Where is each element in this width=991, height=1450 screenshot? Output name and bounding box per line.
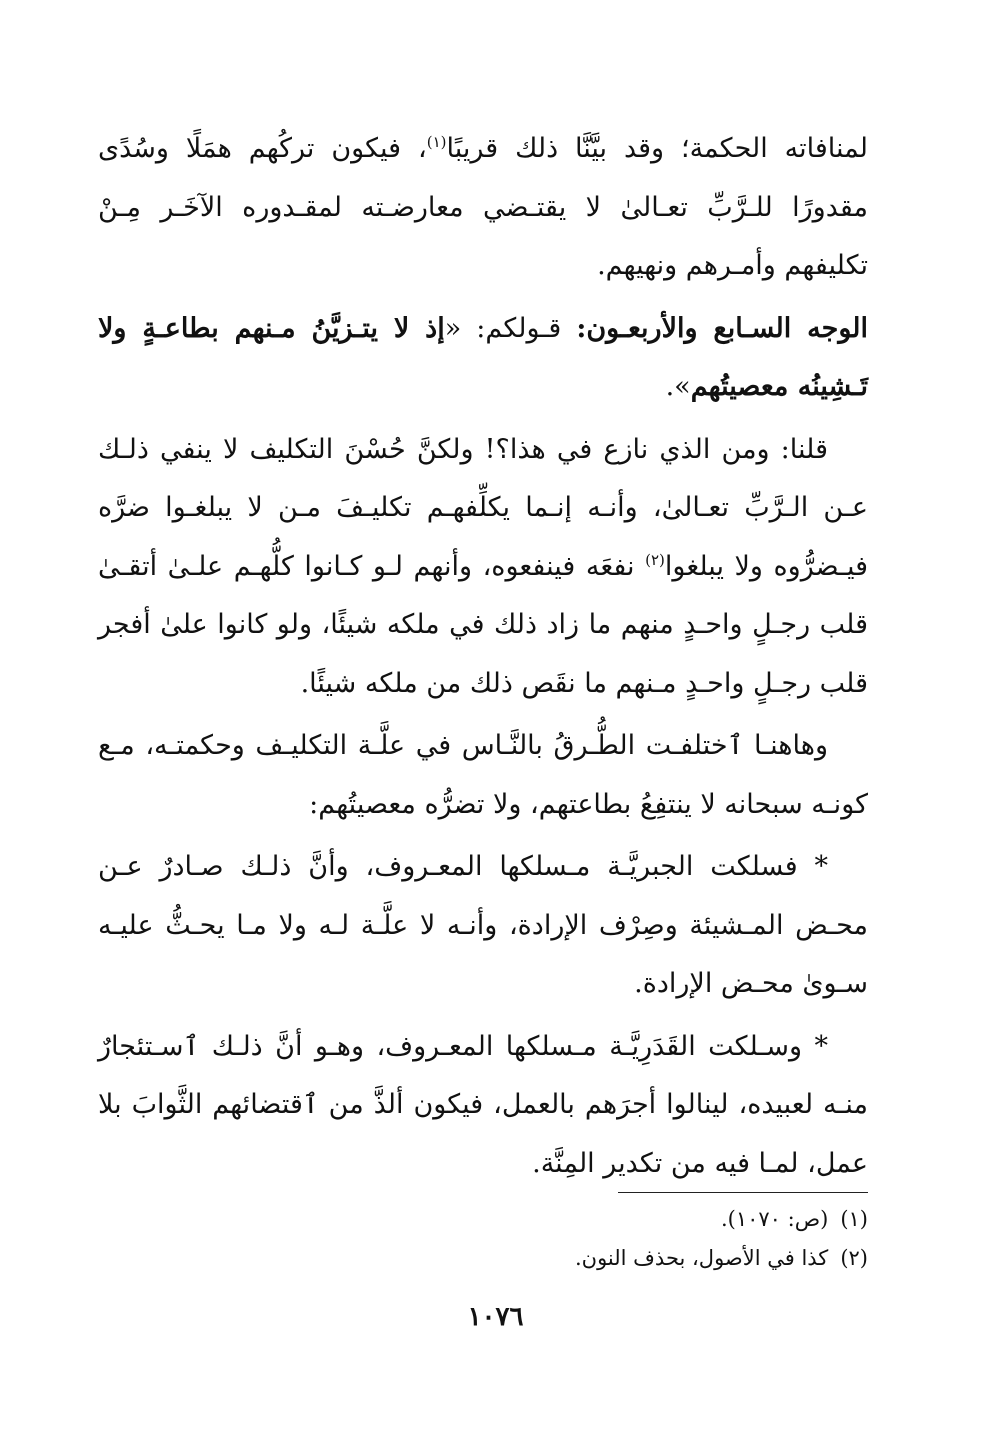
- footnote-ref-2: (٢): [645, 550, 665, 569]
- paragraph-2: [98, 300, 868, 417]
- footnote-2-number: (٢): [840, 1246, 868, 1270]
- footnote-divider: [618, 1192, 868, 1193]
- paragraph-6-text: * وسـلكت القَدَرِيَّـة مـسلكها المعـروف، وهـو أنَّ ذلـك ٱسـتئجارٌ منـه لعبيده، لينالوا أجرَهم بالعمل، فيكون ألذَّ من ٱقتضائهم الثَّوابَ بلا عمل، لمـا فيه من تكدير المِنَّة.: [98, 1030, 868, 1179]
- paragraph-1: [98, 120, 868, 296]
- paragraph-2-end: ».: [665, 371, 691, 402]
- paragraph-1-rest: ، فيكون تركُهم همَلًا وسُدًى مقدورًا للـرَّبِّ تعـالىٰ لا يقتـضي معارضـته لمقـدوره الآخَـر مِـنْ تكليفهم وأمـرهم ونهيهم.: [98, 133, 868, 281]
- paragraph-3-text: قلنا: ومن الذي نازع في هذا؟! ولكنَّ حُسْنَ التكليف لا ينفي ذلـك عـن الـرَّبِّ تعـالىٰ، وأنـه إنـما يكلِّفهـم تكليـفَ مـن لا يبلغـوا ضرَّه فيـضرُّوه ولا يبلغوا: [98, 433, 869, 582]
- footnote-2-text: كذا في الأصول، بحذف النون.: [574, 1246, 829, 1270]
- paragraph-5-text: * فسلكت الجبريَّـة مـسلكها المعـروف، وأنَّ ذلـك صـادرٌ عـن محـض المـشيئة وصِرْف الإرادة، وأنـه لا علَّـة لـه ولا مـا يحـثُّ عليـه سـوىٰ محـض الإرادة.: [98, 851, 868, 999]
- paragraph-2-mid: قـولكم: «: [444, 312, 577, 344]
- paragraph-3-rest: نفعَه فينفعوه، وأنهم لـو كـانوا كلُّهـم علـىٰ أتقـىٰ قلب رجـلٍ واحـدٍ منهم ما زاد ذلك في ملكه شيئًا، ولو كانوا علىٰ أفجر قلب رجـلٍ واحـدٍ مـنهم ما نقَص ذلك من ملكه شيئًا.: [98, 550, 868, 699]
- footnote-ref-1: (١): [426, 133, 447, 151]
- page-number: ١٠٧٦: [467, 1302, 524, 1332]
- paragraph-5: [98, 838, 868, 1014]
- paragraph-1-text: لمنافاته الحكمة؛ وقد بيَّنَّا ذلك قريبًا: [446, 133, 868, 164]
- section-heading: الوجه السـابع والأربعـون:: [576, 312, 869, 344]
- paragraph-3: [98, 421, 868, 714]
- paragraph-6: [98, 1018, 868, 1194]
- footnote-1-number: (١): [840, 1207, 868, 1231]
- paragraph-2-quote: إذ لا يتـزيَّنُ مـنهم بطاعـةٍ ولا تَـشِينُه معصيتُهم: [98, 312, 868, 402]
- footnote-1-text: (ص: ١٠٧٠).: [720, 1207, 829, 1231]
- paragraph-4-text: وهاهنـا ٱختلفـت الطُّـرقُ بالنَّـاس في علَّـة التكليـف وحكمتـه، مـع كونـه سبحانه لا ينتفِعُ بطاعتهم، ولا تضرُّه معصيتُهم:: [98, 730, 868, 820]
- main-text: [98, 120, 868, 1197]
- paragraph-4: [98, 717, 868, 834]
- footnote-2: [98, 1239, 868, 1278]
- footnote-1: [98, 1200, 868, 1239]
- footnotes: [98, 1200, 868, 1278]
